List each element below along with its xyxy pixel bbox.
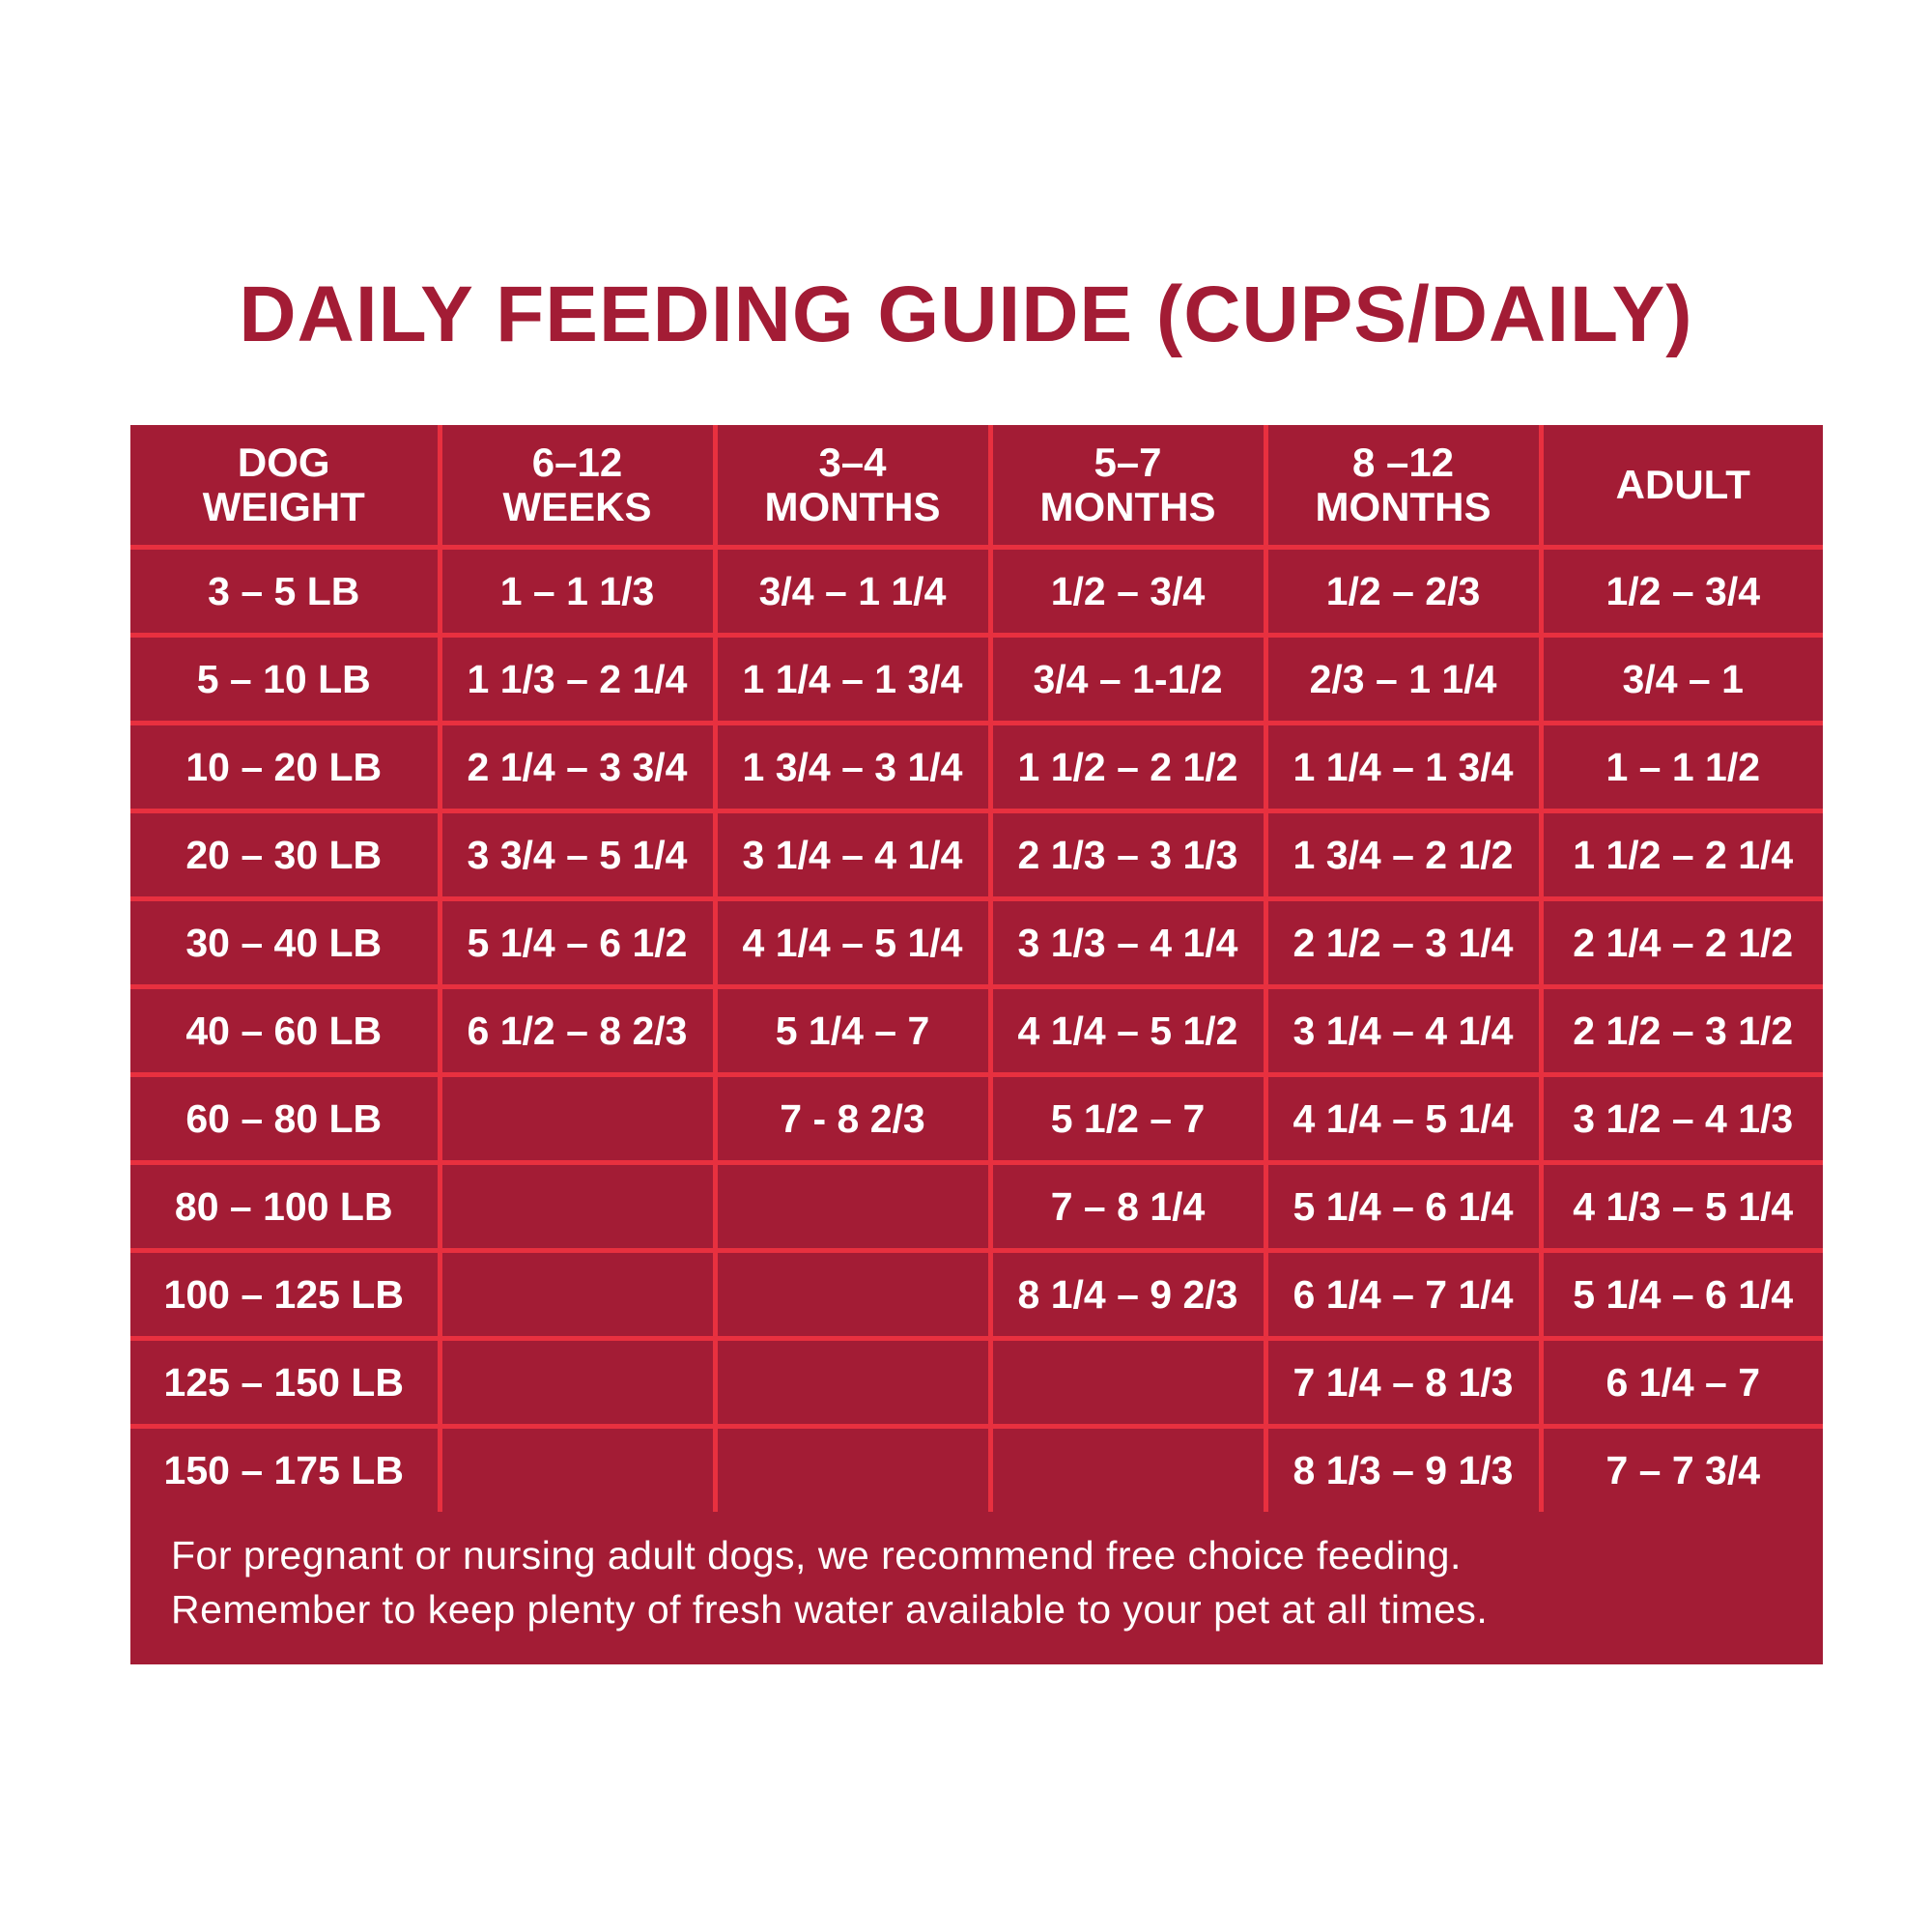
cell-adult: 2 1/4 – 2 1/2 — [1541, 899, 1823, 987]
cell-5-7-months: 2 1/3 – 3 1/3 — [990, 811, 1265, 899]
cell-5-7-months: 7 – 8 1/4 — [990, 1163, 1265, 1251]
cell-8-12-months: 2 1/2 – 3 1/4 — [1265, 899, 1541, 987]
table-row — [130, 811, 1823, 899]
cell-weight: 20 – 30 LB — [130, 811, 440, 899]
cell-8-12-months: 2/3 – 1 1/4 — [1265, 636, 1541, 724]
cell-weight: 125 – 150 LB — [130, 1339, 440, 1427]
cell-6-12-weeks — [440, 1163, 715, 1251]
cell-6-12-weeks — [440, 1427, 715, 1513]
cell-adult: 3 1/2 – 4 1/3 — [1541, 1075, 1823, 1163]
cell-6-12-weeks: 6 1/2 – 8 2/3 — [440, 987, 715, 1075]
cell-6-12-weeks: 1 – 1 1/3 — [440, 548, 715, 636]
cell-8-12-months: 1 1/4 – 1 3/4 — [1265, 724, 1541, 811]
cell-5-7-months — [990, 1427, 1265, 1513]
feeding-guide-table — [130, 425, 1823, 1512]
cell-5-7-months: 1/2 – 3/4 — [990, 548, 1265, 636]
cell-adult: 1 1/2 – 2 1/4 — [1541, 811, 1823, 899]
table-row — [130, 1075, 1823, 1163]
cell-adult: 2 1/2 – 3 1/2 — [1541, 987, 1823, 1075]
cell-adult: 5 1/4 – 6 1/4 — [1541, 1251, 1823, 1339]
table-row — [130, 636, 1823, 724]
cell-3-4-months — [715, 1427, 990, 1513]
feeding-guide-panel — [130, 425, 1823, 1664]
header-3-4-months: 3–4 MONTHS — [715, 425, 990, 548]
cell-adult: 1/2 – 3/4 — [1541, 548, 1823, 636]
footnote-line-1: For pregnant or nursing adult dogs, we recommend free choice feeding. — [171, 1533, 1462, 1577]
cell-8-12-months: 1/2 – 2/3 — [1265, 548, 1541, 636]
cell-8-12-months: 3 1/4 – 4 1/4 — [1265, 987, 1541, 1075]
cell-8-12-months: 7 1/4 – 8 1/3 — [1265, 1339, 1541, 1427]
cell-3-4-months: 5 1/4 – 7 — [715, 987, 990, 1075]
cell-8-12-months: 5 1/4 – 6 1/4 — [1265, 1163, 1541, 1251]
cell-6-12-weeks: 3 3/4 – 5 1/4 — [440, 811, 715, 899]
header-6-12-weeks: 6–12 WEEKS — [440, 425, 715, 548]
cell-6-12-weeks — [440, 1251, 715, 1339]
cell-6-12-weeks — [440, 1075, 715, 1163]
cell-adult: 1 – 1 1/2 — [1541, 724, 1823, 811]
cell-weight: 30 – 40 LB — [130, 899, 440, 987]
footnote-line-2: Remember to keep plenty of fresh water available to your pet at all times. — [171, 1587, 1489, 1632]
cell-3-4-months: 1 3/4 – 3 1/4 — [715, 724, 990, 811]
header-5-7-months: 5–7 MONTHS — [990, 425, 1265, 548]
cell-weight: 3 – 5 LB — [130, 548, 440, 636]
cell-weight: 10 – 20 LB — [130, 724, 440, 811]
cell-3-4-months: 1 1/4 – 1 3/4 — [715, 636, 990, 724]
cell-5-7-months: 8 1/4 – 9 2/3 — [990, 1251, 1265, 1339]
cell-8-12-months: 1 3/4 – 2 1/2 — [1265, 811, 1541, 899]
cell-3-4-months: 3 1/4 – 4 1/4 — [715, 811, 990, 899]
table-row — [130, 724, 1823, 811]
cell-3-4-months: 7 - 8 2/3 — [715, 1075, 990, 1163]
header-8-12-months: 8 –12 MONTHS — [1265, 425, 1541, 548]
table-row — [130, 1251, 1823, 1339]
cell-weight: 60 – 80 LB — [130, 1075, 440, 1163]
cell-3-4-months — [715, 1339, 990, 1427]
table-row — [130, 899, 1823, 987]
cell-5-7-months: 3 1/3 – 4 1/4 — [990, 899, 1265, 987]
table-row — [130, 1427, 1823, 1513]
cell-weight: 5 – 10 LB — [130, 636, 440, 724]
cell-adult: 4 1/3 – 5 1/4 — [1541, 1163, 1823, 1251]
cell-5-7-months — [990, 1339, 1265, 1427]
footnote — [171, 1528, 1804, 1636]
cell-5-7-months: 3/4 – 1-1/2 — [990, 636, 1265, 724]
cell-8-12-months: 8 1/3 – 9 1/3 — [1265, 1427, 1541, 1513]
cell-3-4-months — [715, 1163, 990, 1251]
page-title: DAILY FEEDING GUIDE (CUPS/DAILY) — [239, 270, 1693, 358]
cell-6-12-weeks: 2 1/4 – 3 3/4 — [440, 724, 715, 811]
cell-3-4-months: 3/4 – 1 1/4 — [715, 548, 990, 636]
cell-weight: 100 – 125 LB — [130, 1251, 440, 1339]
table-row — [130, 1339, 1823, 1427]
cell-8-12-months: 4 1/4 – 5 1/4 — [1265, 1075, 1541, 1163]
header-row — [130, 425, 1823, 548]
cell-3-4-months — [715, 1251, 990, 1339]
cell-5-7-months: 4 1/4 – 5 1/2 — [990, 987, 1265, 1075]
cell-weight: 150 – 175 LB — [130, 1427, 440, 1513]
table-row — [130, 548, 1823, 636]
cell-adult: 6 1/4 – 7 — [1541, 1339, 1823, 1427]
cell-8-12-months: 6 1/4 – 7 1/4 — [1265, 1251, 1541, 1339]
cell-6-12-weeks: 5 1/4 – 6 1/2 — [440, 899, 715, 987]
header-dog-weight: DOG WEIGHT — [130, 425, 440, 548]
cell-6-12-weeks — [440, 1339, 715, 1427]
cell-3-4-months: 4 1/4 – 5 1/4 — [715, 899, 990, 987]
cell-6-12-weeks: 1 1/3 – 2 1/4 — [440, 636, 715, 724]
header-adult: ADULT — [1541, 425, 1823, 548]
cell-weight: 80 – 100 LB — [130, 1163, 440, 1251]
table-row — [130, 987, 1823, 1075]
cell-weight: 40 – 60 LB — [130, 987, 440, 1075]
cell-5-7-months: 5 1/2 – 7 — [990, 1075, 1265, 1163]
cell-5-7-months: 1 1/2 – 2 1/2 — [990, 724, 1265, 811]
cell-adult: 7 – 7 3/4 — [1605, 1447, 1761, 1492]
table-row — [130, 1163, 1823, 1251]
cell-adult: 3/4 – 1 — [1541, 636, 1823, 724]
